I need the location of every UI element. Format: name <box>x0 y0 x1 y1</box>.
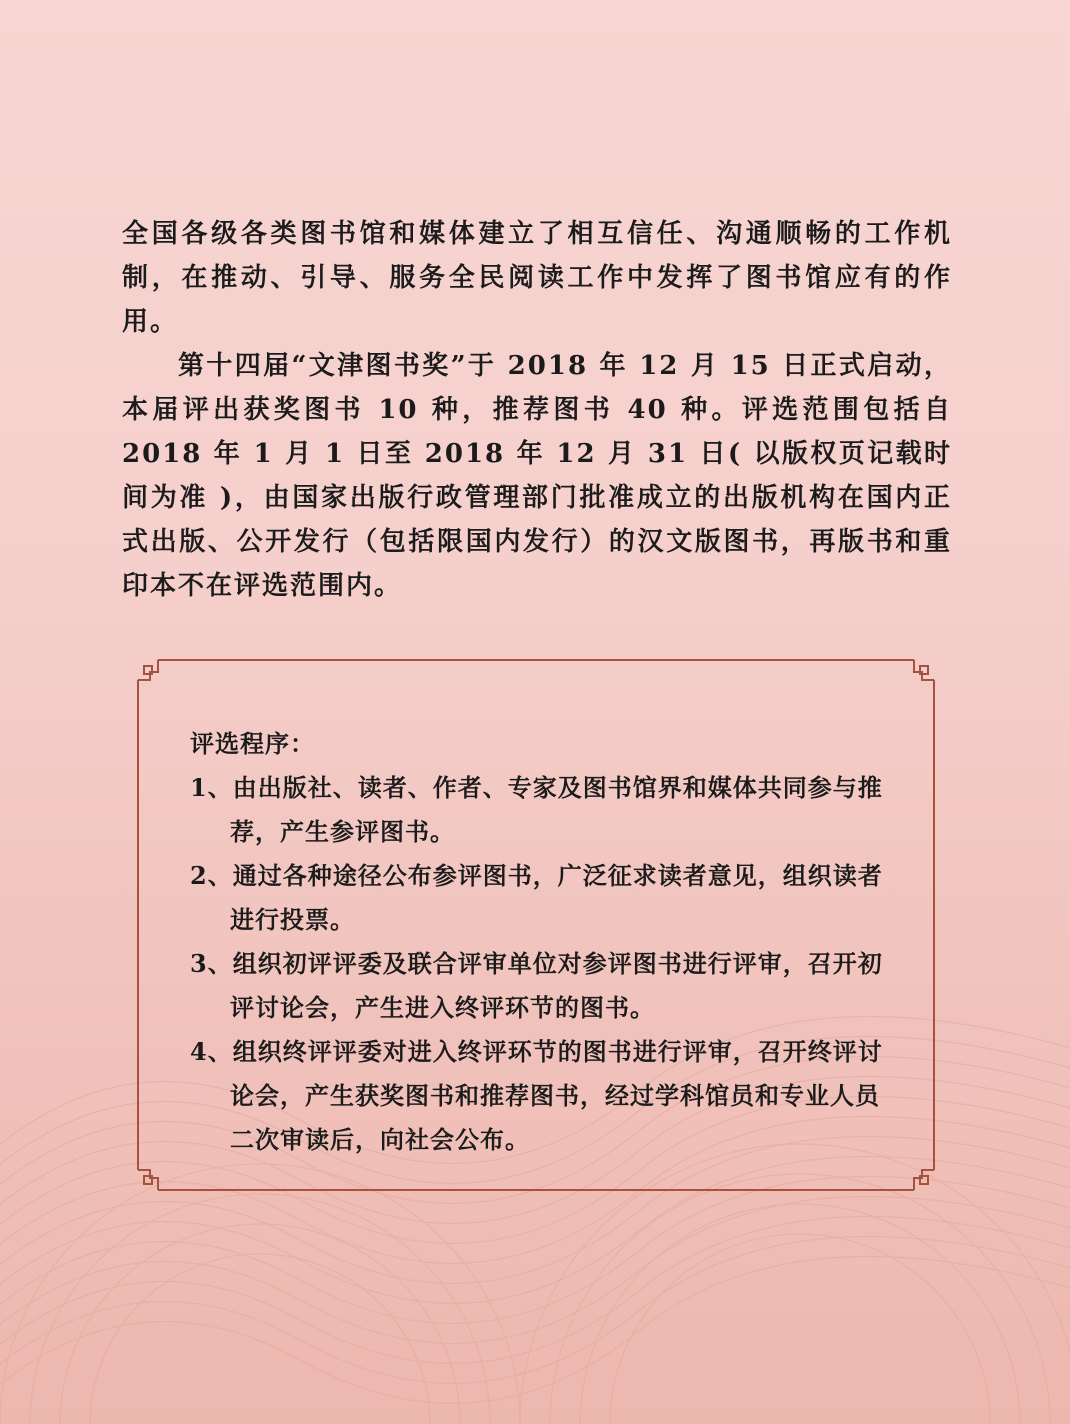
procedure-step-2: 2、通过各种途径公布参评图书，广泛征求读者意见，组织读者进行投票。 <box>190 861 883 934</box>
procedure-step-1: 1、由出版社、读者、作者、专家及图书馆界和媒体共同参与推荐，产生参评图书。 <box>190 773 883 846</box>
procedure-section <box>190 722 890 1162</box>
intro-paragraph-1: 全国各级各类图书馆和媒体建立了相互信任、沟通顺畅的工作机制，在推动、引导、服务全民阅读工作中发挥了图书馆应有的作用。 <box>122 219 952 337</box>
intro-paragraph-2: 第十四届“文津图书奖”于 2018 年 12 月 15 日正式启动，本届评出获奖图书 10 种，推荐图书 40 种。评选范围包括自 2018 年 1 月 1 日至 2018 年 12 月 31 日( 以版权页记载时间为准 )，由国家出版行政管理部门批准成立的出版机构在国内正式出版、公开发行（包括限国内发行）的汉文版图书，再版书和重印本不在评选范围内。 <box>122 351 952 601</box>
procedure-step-3: 3、组织初评评委及联合评审单位对参评图书进行评审，召开初评讨论会，产生进入终评环节的图书。 <box>190 949 883 1022</box>
intro-text <box>122 212 952 608</box>
procedure-step-4: 4、组织终评评委对进入终评环节的图书进行评审，召开终评讨论会，产生获奖图书和推荐图书，经过学科馆员和专业人员二次审读后，向社会公布。 <box>190 1037 883 1154</box>
procedure-heading: 评选程序： <box>190 729 315 758</box>
